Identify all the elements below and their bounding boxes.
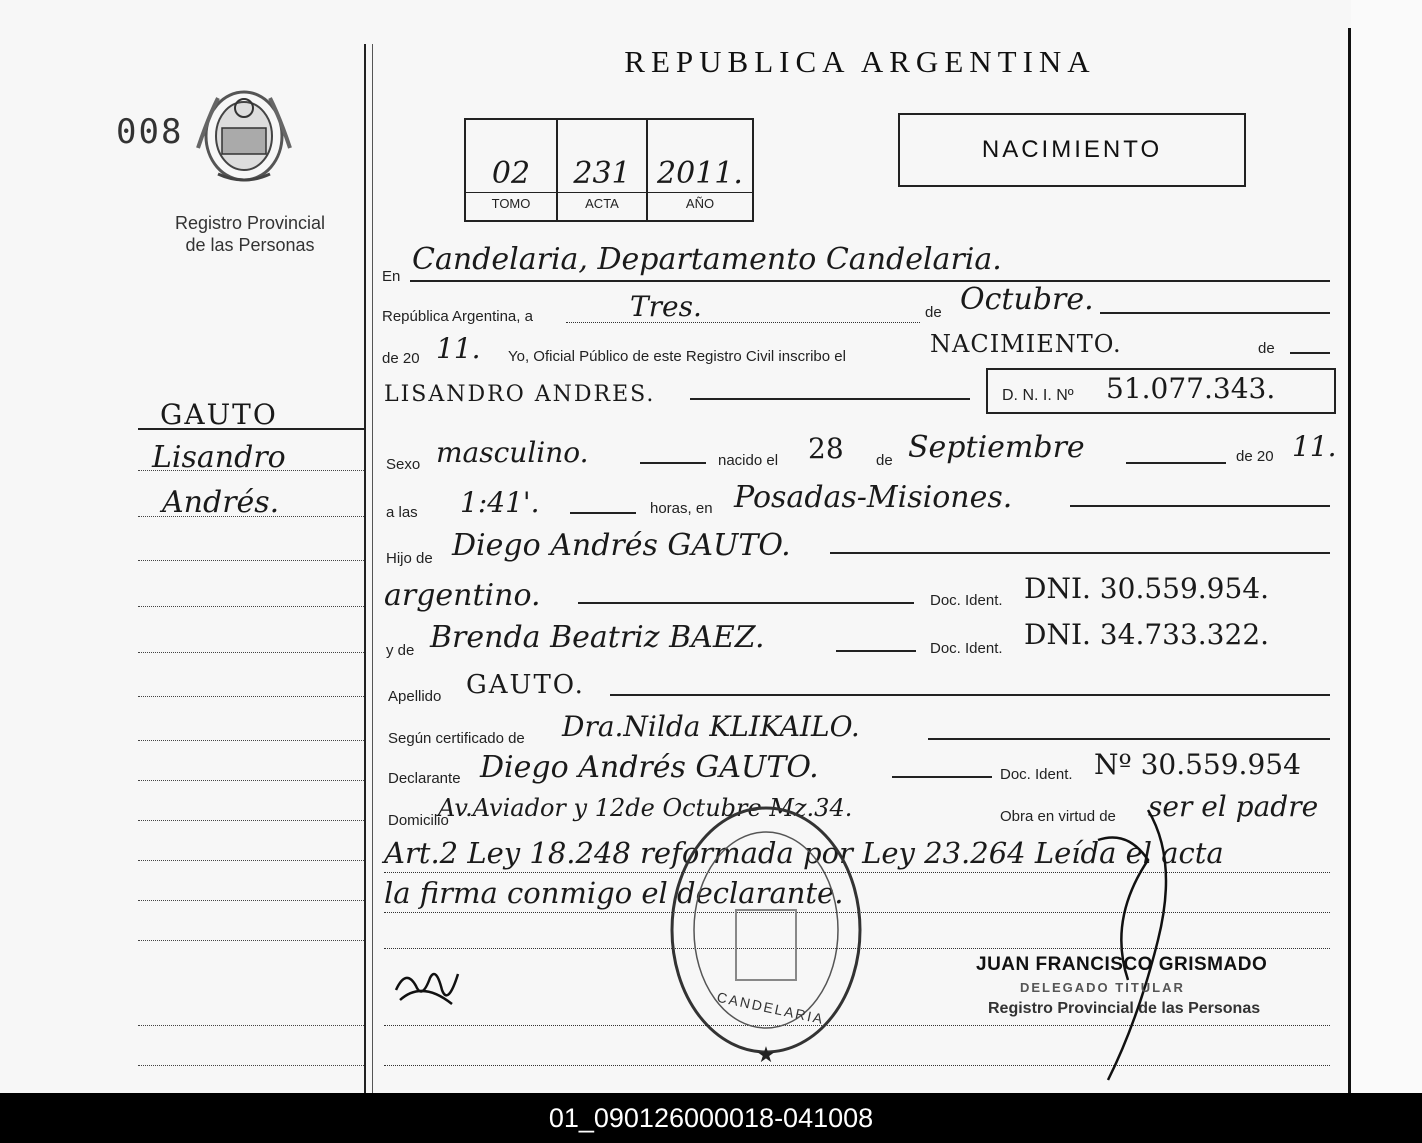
- official-seal-stamp: [666, 800, 866, 1070]
- sex-value: masculino.: [436, 436, 589, 469]
- form-line: [836, 650, 916, 652]
- father-label: Hijo de: [386, 550, 433, 567]
- year-label: de 20: [382, 350, 420, 367]
- certificate-by-value: Dra.Nilda KLIKAILO.: [562, 710, 860, 743]
- margin-line: [138, 820, 364, 821]
- year-value: 11.: [436, 332, 481, 365]
- tomo-label: TOMO: [491, 196, 531, 211]
- anio-value: 2011.: [657, 156, 743, 191]
- form-line: [1290, 352, 1330, 354]
- form-line: [1126, 462, 1226, 464]
- dni-label: D. N. I. Nº: [1002, 387, 1074, 404]
- place-value: Candelaria, Departamento Candelaria.: [412, 242, 1002, 277]
- margin-line: [138, 780, 364, 781]
- declarant-label: Declarante: [388, 770, 461, 787]
- legal-basis-value: Art.2 Ley 18.248 reformada por Ley 23.264 Leída el acta: [384, 836, 1224, 870]
- form-line: [892, 776, 992, 778]
- acta-number-box: [464, 118, 754, 222]
- folio-number: 008: [116, 112, 184, 152]
- document-code: 01_090126000018-041008: [0, 1093, 1422, 1143]
- official-title: DELEGADO TITULAR: [1020, 980, 1185, 995]
- time-value: 1:41'.: [460, 486, 540, 519]
- form-line: [690, 398, 970, 400]
- registry-name-line2: de las Personas: [185, 235, 315, 255]
- official-name: JUAN FRANCISCO GRISMADO: [976, 954, 1268, 975]
- mother-doc-label: Doc. Ident.: [930, 640, 1003, 657]
- address-label: Domicilio: [388, 812, 449, 829]
- dni-value: 51.077.343.: [1106, 372, 1276, 405]
- margin-line: [138, 940, 364, 941]
- margin-line: [138, 470, 364, 471]
- official-signature: [1088, 800, 1178, 1090]
- father-doc-value: DNI. 30.559.954.: [1024, 572, 1270, 605]
- margin-line: [138, 696, 364, 697]
- anio-label: AÑO: [685, 196, 715, 211]
- birth-year-value: 11.: [1292, 430, 1337, 463]
- birthplace-label: horas, en: [650, 500, 713, 517]
- margin-line: [138, 860, 364, 861]
- document-title: REPUBLICA ARGENTINA: [624, 44, 1096, 79]
- form-line: [830, 552, 1330, 554]
- form-line: [566, 322, 920, 323]
- margin-line: [138, 652, 364, 653]
- margin-line: [138, 606, 364, 607]
- date-day-label: República Argentina, a: [382, 308, 533, 325]
- acta-label: ACTA: [585, 196, 619, 211]
- birth-month-label: de: [876, 452, 893, 469]
- birth-month-value: Septiembre: [908, 430, 1085, 465]
- form-line: [610, 694, 1330, 696]
- by-virtue-label: Obra en virtud de: [1000, 808, 1116, 825]
- form-line: [928, 738, 1330, 740]
- document-type: NACIMIENTO: [898, 113, 1246, 187]
- seal-place: CANDELARIA: [715, 988, 826, 1028]
- date-month-label: de: [925, 304, 942, 321]
- born-on-label: nacido el: [718, 452, 779, 469]
- dni-box: [986, 368, 1336, 414]
- page-right-margin: [1351, 0, 1422, 1093]
- child-of-label: de: [1258, 340, 1275, 357]
- by-virtue-value: ser el padre: [1148, 790, 1319, 823]
- certificate-by-label: Según certificado de: [388, 730, 525, 747]
- margin-line: [138, 560, 364, 561]
- margin-line: [138, 1065, 364, 1066]
- form-line: [1100, 312, 1330, 314]
- declarant-doc-value: Nº 30.559.954: [1094, 748, 1301, 781]
- closing-statement-value: la firma conmigo el declarante.: [384, 876, 844, 910]
- form-line: [578, 602, 914, 604]
- surname-label: Apellido: [388, 688, 442, 705]
- form-line: [570, 512, 636, 514]
- margin-line: [138, 516, 364, 517]
- page-right-border: [1348, 28, 1351, 1093]
- declarant-value: Diego Andrés GAUTO.: [480, 750, 819, 785]
- margin-line: [138, 428, 364, 430]
- child-name-value: LISANDRO ANDRES.: [384, 382, 656, 407]
- acta-value: 231: [573, 156, 631, 191]
- form-line: [640, 462, 706, 464]
- birth-year-label: de 20: [1236, 448, 1274, 465]
- coat-of-arms-icon: [188, 78, 300, 188]
- date-day-value: Tres.: [630, 290, 702, 323]
- sex-label: Sexo: [386, 456, 421, 473]
- official-office: Registro Provincial de las Personas: [988, 1000, 1261, 1017]
- father-name-value: Diego Andrés GAUTO.: [452, 528, 791, 563]
- registry-name-line1: Registro Provincial: [174, 213, 326, 233]
- margin-line: [138, 1025, 364, 1026]
- father-doc-label: Doc. Ident.: [930, 592, 1003, 609]
- mother-name-value: Brenda Beatriz BAEZ.: [430, 620, 765, 655]
- form-line: [1070, 505, 1330, 507]
- birthplace-value: Posadas-Misiones.: [734, 480, 1013, 515]
- margin-initials-signature: [392, 960, 464, 1012]
- mother-label: y de: [386, 642, 415, 659]
- surname-value: GAUTO.: [466, 670, 585, 700]
- official-statement-label: Yo, Oficial Público de este Registro Civil inscribo el: [508, 348, 846, 365]
- margin-surname: GAUTO: [160, 398, 278, 431]
- column-divider-inner: [372, 44, 373, 1093]
- birth-day-value: 28: [808, 432, 844, 465]
- tomo-value: 02: [491, 156, 531, 191]
- declarant-doc-label: Doc. Ident.: [1000, 766, 1073, 783]
- margin-middlename: Andrés.: [162, 485, 280, 520]
- column-divider: [364, 44, 366, 1093]
- place-label: En: [382, 268, 401, 285]
- address-value: Av.Aviador y 12de Octubre Mz.34.: [438, 794, 853, 822]
- svg-text:★: ★: [756, 1043, 776, 1068]
- margin-firstname: Lisandro: [152, 440, 286, 475]
- form-line: [410, 280, 1330, 282]
- margin-line: [138, 900, 364, 901]
- act-type-value: NACIMIENTO.: [930, 330, 1122, 358]
- time-label: a las: [386, 504, 418, 521]
- mother-doc-value: DNI. 34.733.322.: [1024, 618, 1270, 651]
- margin-line: [138, 740, 364, 741]
- father-nationality-value: argentino.: [384, 578, 541, 613]
- date-month-value: Octubre.: [960, 282, 1094, 317]
